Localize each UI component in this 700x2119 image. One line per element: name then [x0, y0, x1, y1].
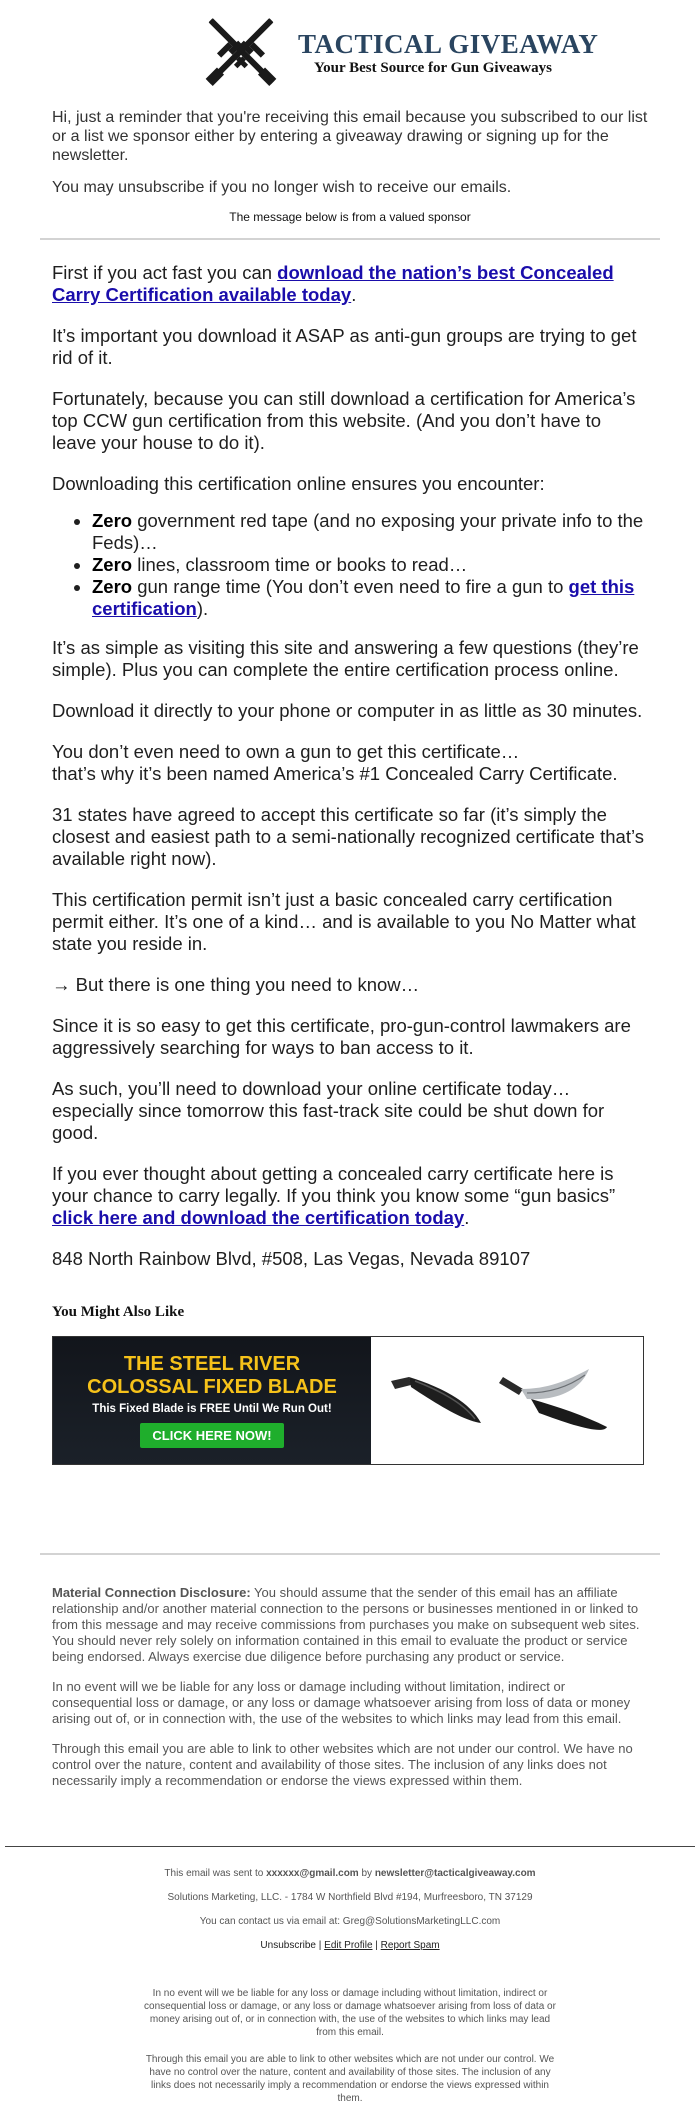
- paragraph-1-end: .: [351, 284, 357, 305]
- benefits-list: [52, 510, 648, 620]
- paragraph-13-text: If you ever thought about getting a concealed carry certificate here is your chance to carry legally. If you think you know some “gun basics”: [52, 1163, 616, 1206]
- brand-title: TACTICAL GIVEAWAY: [298, 29, 599, 59]
- separator: |: [372, 1940, 381, 1951]
- company-address: Solutions Marketing, LLC. - 1784 W Northfield Blvd #194, Murfreesboro, TN 37129: [167, 1892, 533, 1903]
- also-like-section: [40, 1270, 660, 1465]
- paragraph-8: 31 states have agreed to accept this certificate so far (it’s simply the closest and easiest path to a semi-nationally recognized certificate that’s available right now).: [52, 804, 644, 869]
- unsubscribe-note: You may unsubscribe if you no longer wish to receive our emails.: [52, 179, 512, 196]
- list-item-text: government red tape (and no exposing your private info to the Feds)…: [92, 510, 644, 553]
- paragraph-7-line-1: You don’t even need to own a gun to get this certificate…: [52, 741, 520, 762]
- paragraph-6: Download it directly to your phone or computer in as little as 30 minutes.: [52, 700, 643, 721]
- banner-subline: This Fixed Blade is FREE Until We Run Out!: [92, 1403, 332, 1415]
- email-header: [40, 0, 660, 102]
- paragraph-13-end: .: [464, 1207, 470, 1228]
- email-footer: [0, 1868, 700, 1964]
- disclosure-section: [40, 1555, 660, 1789]
- get-certification-link[interactable]: get this certification: [92, 576, 635, 619]
- sponsor-note: The message below is from a valued sponsor: [229, 210, 471, 224]
- sent-prefix: This email was sent to: [164, 1868, 267, 1879]
- list-item: [92, 510, 648, 554]
- recipient-email: xxxxxx@gmail.com: [266, 1868, 359, 1879]
- list-item-bold: Zero: [92, 554, 133, 575]
- paragraph-7-line-2: that’s why it’s been named America’s #1 Concealed Carry Certificate.: [52, 763, 618, 784]
- disclosure-text: You should assume that the sender of this email has an affiliate relationship and/or another material connection to the persons or businesses mentioned in or linked to from this message and may receive commissions from purchases you make on subsequent web sites. You should never rely solely on information contained in this email to evaluate the product or service being endorsed. Always exercise due diligence before purchasing any product or service.: [52, 1585, 640, 1664]
- banner-headline-2: COLOSSAL FIXED BLADE: [87, 1376, 337, 1398]
- list-item-bold: Zero: [92, 576, 133, 597]
- email-container: [40, 0, 660, 1789]
- banner-text-panel: [53, 1337, 371, 1464]
- sent-by-prefix: by: [358, 1868, 375, 1879]
- list-item-end: ).: [196, 598, 209, 619]
- disclosure-label: Material Connection Disclosure:: [52, 1585, 251, 1600]
- knife-1-icon: [391, 1377, 481, 1423]
- list-item-text: lines, classroom time or books to read…: [132, 554, 468, 575]
- paragraph-5: It’s as simple as visiting this site and answering a few questions (they’re simple). Plus you can complete the entire certification process online.: [52, 637, 639, 680]
- knife-ad-banner[interactable]: [52, 1336, 644, 1465]
- click-here-now-button[interactable]: CLICK HERE NOW!: [140, 1423, 283, 1448]
- intro-section: [40, 108, 660, 224]
- footer-links: [0, 1940, 700, 1951]
- legal-liability: In no event will we be liable for any loss or damage including without limitation, indirect or consequential loss or damage, or any loss or damage whatsoever arising from loss of data or money arising out of, or in connection with, the use of the websites to which links may lead from this email.: [144, 1988, 556, 2038]
- list-item-text: gun range time (You don’t even need to fire a gun to: [132, 576, 569, 597]
- brand-block: [298, 30, 598, 78]
- paragraph-1-text: First if you act fast you can: [52, 262, 278, 283]
- also-like-title: You Might Also Like: [52, 1304, 185, 1320]
- report-spam-link[interactable]: Report Spam: [380, 1940, 440, 1951]
- list-item-bold: Zero: [92, 510, 133, 531]
- banner-headline-1: THE STEEL RIVER: [123, 1353, 301, 1375]
- separator: |: [316, 1940, 325, 1951]
- liability-notice: In no event will we be liable for any loss or damage including without limitation, indirect or consequential loss or damage, or any loss or damage whatsoever arising from loss of data or money arising out of, or in connection with, the use of the websites to which links may lead from this email.: [52, 1679, 631, 1726]
- sponsor-message: [40, 240, 660, 1270]
- paragraph-7: [52, 741, 648, 785]
- paragraph-12: As such, you’ll need to download your online certificate today… especially since tomorrow this fast-track site could be shut down for good.: [52, 1078, 605, 1143]
- knife-image: [371, 1337, 643, 1464]
- footer-rule: [5, 1846, 695, 1847]
- paragraph-9: This certification permit isn’t just a basic concealed carry certification permit either. It’s one of a kind… and is available to you No Matter what state you reside in.: [52, 889, 636, 954]
- brand-tagline: Your Best Source for Gun Giveaways: [314, 60, 552, 76]
- sent-to-line: [0, 1868, 700, 1879]
- paragraph-13: [52, 1163, 648, 1229]
- paragraph-1: [52, 262, 648, 306]
- download-certification-link[interactable]: download the nation’s best Concealed Carry Certification available today: [52, 262, 614, 305]
- subscription-reminder: Hi, just a reminder that you're receiving this email because you subscribed to our list or a list we sponsor either by entering a giveaway drawing or signing up for the newsletter.: [52, 109, 648, 164]
- list-item: [92, 554, 648, 576]
- sender-email: newsletter@tacticalgiveaway.com: [374, 1868, 536, 1879]
- knife-2-icon: [499, 1369, 607, 1430]
- list-item: [92, 576, 648, 620]
- paragraph-4: Downloading this certification online ensures you encounter:: [52, 473, 545, 494]
- material-connection-disclosure: [52, 1585, 648, 1665]
- legal-notices: [140, 1987, 560, 2119]
- paragraph-2: It’s important you download it ASAP as anti-gun groups are trying to get rid of it.: [52, 325, 637, 368]
- click-here-download-link[interactable]: click here and download the certification today: [52, 1207, 465, 1228]
- crossed-rifles-icon: [195, 6, 287, 98]
- legal-links: Through this email you are able to link to other websites which are not under our control. We have no control over the nature, content and availability of those sites. The inclusion of any links does not necessarily imply a recommendation or endorse the views expressed within them.: [145, 2054, 555, 2104]
- paragraph-10: → But there is one thing you need to know…: [52, 974, 420, 995]
- paragraph-11: Since it is so easy to get this certificate, pro-gun-control lawmakers are aggressively searching for ways to ban access to it.: [52, 1015, 631, 1058]
- edit-profile-link[interactable]: Edit Profile: [324, 1940, 373, 1951]
- unsubscribe-link[interactable]: Unsubscribe: [260, 1940, 316, 1951]
- external-links-notice: Through this email you are able to link to other websites which are not under our control. We have no control over the nature, content and availability of those sites. The inclusion of any links does not necessarily imply a recommendation or endorse the views expressed within them.: [52, 1741, 633, 1788]
- contact-line: You can contact us via email at: Greg@SolutionsMarketingLLC.com: [199, 1916, 501, 1927]
- paragraph-3: Fortunately, because you can still download a certification for America’s top CCW gun certification from this website. (And you don’t have to leave your house to do it).: [52, 388, 636, 453]
- sponsor-address: 848 North Rainbow Blvd, #508, Las Vegas, Nevada 89107: [52, 1248, 531, 1269]
